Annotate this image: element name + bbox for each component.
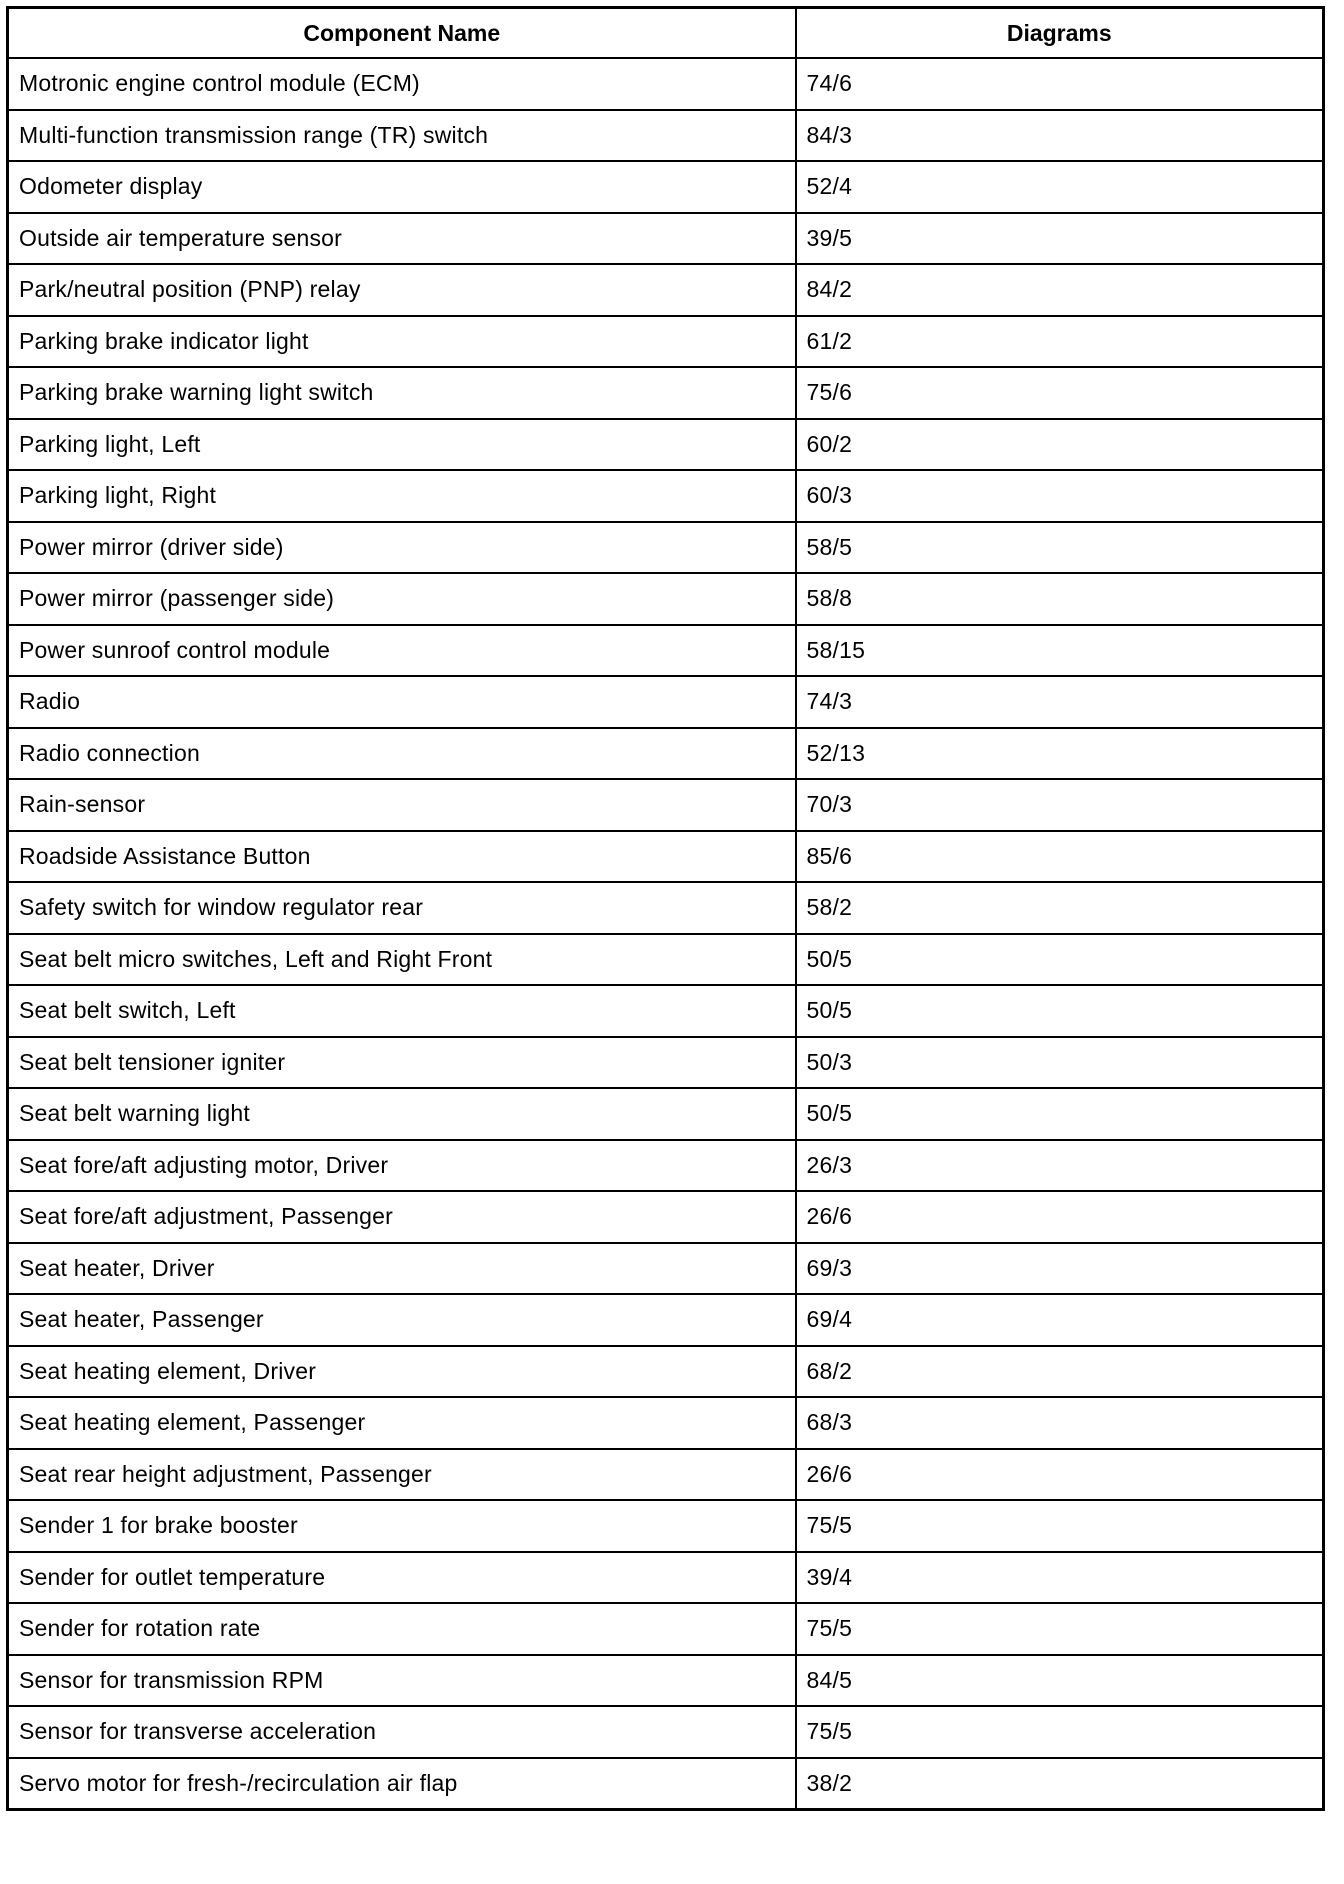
- diagram-reference-cell: 75/5: [796, 1706, 1324, 1758]
- table-body: [8, 58, 1324, 1810]
- table-row: [8, 264, 1324, 316]
- table-row: [8, 728, 1324, 780]
- diagram-reference-cell: 50/3: [796, 1037, 1324, 1089]
- component-name-cell: Radio: [8, 676, 796, 728]
- table-row: [8, 1346, 1324, 1398]
- table-row: [8, 110, 1324, 162]
- table-row: [8, 161, 1324, 213]
- diagram-reference-cell: 58/15: [796, 625, 1324, 677]
- table-header-row: [8, 8, 1324, 59]
- component-name-cell: Radio connection: [8, 728, 796, 780]
- component-name-cell: Sender for outlet temperature: [8, 1552, 796, 1604]
- diagram-reference-cell: 74/6: [796, 58, 1324, 110]
- diagram-reference-cell: 26/6: [796, 1449, 1324, 1501]
- component-name-cell: Roadside Assistance Button: [8, 831, 796, 883]
- component-name-cell: Power mirror (passenger side): [8, 573, 796, 625]
- component-name-cell: Seat fore/aft adjustment, Passenger: [8, 1191, 796, 1243]
- component-table-container: [6, 6, 1322, 1811]
- component-name-cell: Seat fore/aft adjusting motor, Driver: [8, 1140, 796, 1192]
- table-row: [8, 1758, 1324, 1810]
- component-name-cell: Multi-function transmission range (TR) switch: [8, 110, 796, 162]
- component-name-cell: Seat heater, Driver: [8, 1243, 796, 1295]
- component-name-cell: Safety switch for window regulator rear: [8, 882, 796, 934]
- diagram-reference-cell: 68/3: [796, 1397, 1324, 1449]
- diagram-reference-cell: 84/2: [796, 264, 1324, 316]
- table-row: [8, 676, 1324, 728]
- diagram-reference-cell: 69/4: [796, 1294, 1324, 1346]
- diagram-reference-cell: 58/2: [796, 882, 1324, 934]
- diagram-reference-cell: 61/2: [796, 316, 1324, 368]
- component-name-cell: Sensor for transmission RPM: [8, 1655, 796, 1707]
- table-row: [8, 58, 1324, 110]
- component-name-cell: Sender for rotation rate: [8, 1603, 796, 1655]
- component-name-cell: Seat rear height adjustment, Passenger: [8, 1449, 796, 1501]
- table-row: [8, 367, 1324, 419]
- diagram-reference-cell: 50/5: [796, 934, 1324, 986]
- table-row: [8, 1243, 1324, 1295]
- diagram-reference-cell: 50/5: [796, 1088, 1324, 1140]
- table-row: [8, 779, 1324, 831]
- diagram-reference-cell: 58/5: [796, 522, 1324, 574]
- component-name-cell: Seat belt tensioner igniter: [8, 1037, 796, 1089]
- diagram-reference-cell: 26/3: [796, 1140, 1324, 1192]
- component-name-cell: Sender 1 for brake booster: [8, 1500, 796, 1552]
- table-row: [8, 1037, 1324, 1089]
- table-row: [8, 882, 1324, 934]
- diagram-reference-cell: 75/6: [796, 367, 1324, 419]
- component-name-cell: Seat heating element, Passenger: [8, 1397, 796, 1449]
- diagram-reference-cell: 85/6: [796, 831, 1324, 883]
- table-row: [8, 1603, 1324, 1655]
- component-name-cell: Seat belt switch, Left: [8, 985, 796, 1037]
- component-name-cell: Power sunroof control module: [8, 625, 796, 677]
- diagram-reference-cell: 60/3: [796, 470, 1324, 522]
- diagram-reference-cell: 60/2: [796, 419, 1324, 471]
- component-name-cell: Park/neutral position (PNP) relay: [8, 264, 796, 316]
- diagram-reference-cell: 58/8: [796, 573, 1324, 625]
- component-name-cell: Outside air temperature sensor: [8, 213, 796, 265]
- diagram-reference-cell: 70/3: [796, 779, 1324, 831]
- table-row: [8, 985, 1324, 1037]
- component-name-cell: Seat belt micro switches, Left and Right Front: [8, 934, 796, 986]
- component-name-cell: Odometer display: [8, 161, 796, 213]
- component-name-cell: Sensor for transverse acceleration: [8, 1706, 796, 1758]
- table-row: [8, 419, 1324, 471]
- component-name-cell: Servo motor for fresh-/recirculation air flap: [8, 1758, 796, 1810]
- table-row: [8, 831, 1324, 883]
- component-name-cell: Seat heater, Passenger: [8, 1294, 796, 1346]
- diagram-reference-cell: 84/3: [796, 110, 1324, 162]
- component-name-cell: Parking light, Right: [8, 470, 796, 522]
- table-row: [8, 1140, 1324, 1192]
- diagram-reference-cell: 38/2: [796, 1758, 1324, 1810]
- diagram-reference-cell: 68/2: [796, 1346, 1324, 1398]
- column-header-diagrams: Diagrams: [796, 8, 1324, 59]
- component-name-cell: Parking light, Left: [8, 419, 796, 471]
- component-name-cell: Parking brake indicator light: [8, 316, 796, 368]
- table-row: [8, 1294, 1324, 1346]
- diagram-reference-cell: 26/6: [796, 1191, 1324, 1243]
- diagram-reference-cell: 39/4: [796, 1552, 1324, 1604]
- table-row: [8, 1655, 1324, 1707]
- table-row: [8, 1088, 1324, 1140]
- component-name-cell: Parking brake warning light switch: [8, 367, 796, 419]
- table-row: [8, 1500, 1324, 1552]
- table-row: [8, 213, 1324, 265]
- table-row: [8, 625, 1324, 677]
- table-row: [8, 1397, 1324, 1449]
- column-header-component-name: Component Name: [8, 8, 796, 59]
- component-name-cell: Rain-sensor: [8, 779, 796, 831]
- component-name-cell: Seat heating element, Driver: [8, 1346, 796, 1398]
- diagram-reference-cell: 75/5: [796, 1603, 1324, 1655]
- table-row: [8, 1191, 1324, 1243]
- component-diagram-table: [6, 6, 1325, 1811]
- table-row: [8, 316, 1324, 368]
- table-row: [8, 522, 1324, 574]
- diagram-reference-cell: 50/5: [796, 985, 1324, 1037]
- table-row: [8, 1706, 1324, 1758]
- diagram-reference-cell: 39/5: [796, 213, 1324, 265]
- table-row: [8, 470, 1324, 522]
- diagram-reference-cell: 75/5: [796, 1500, 1324, 1552]
- table-row: [8, 573, 1324, 625]
- table-row: [8, 934, 1324, 986]
- diagram-reference-cell: 52/4: [796, 161, 1324, 213]
- diagram-reference-cell: 84/5: [796, 1655, 1324, 1707]
- diagram-reference-cell: 69/3: [796, 1243, 1324, 1295]
- table-row: [8, 1552, 1324, 1604]
- component-name-cell: Power mirror (driver side): [8, 522, 796, 574]
- diagram-reference-cell: 52/13: [796, 728, 1324, 780]
- component-name-cell: Motronic engine control module (ECM): [8, 58, 796, 110]
- component-name-cell: Seat belt warning light: [8, 1088, 796, 1140]
- table-row: [8, 1449, 1324, 1501]
- diagram-reference-cell: 74/3: [796, 676, 1324, 728]
